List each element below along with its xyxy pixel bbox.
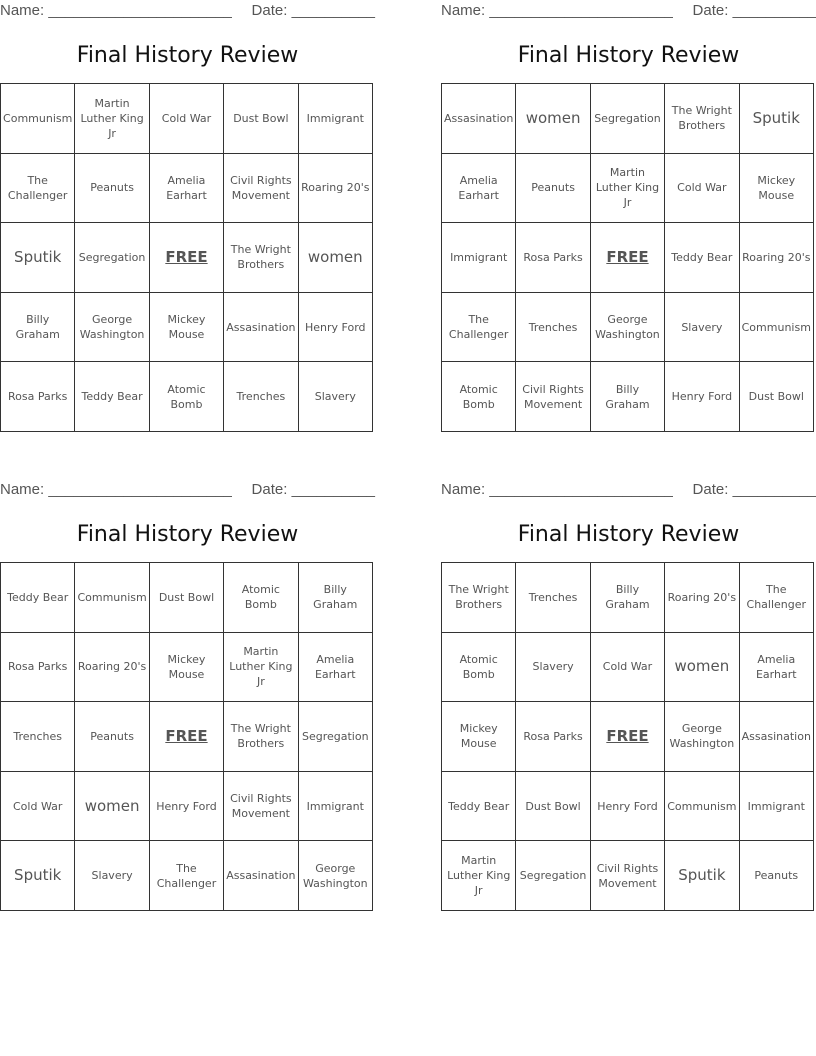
date-field-label: Date: __________ xyxy=(692,481,816,498)
bingo-cell: women xyxy=(516,84,590,154)
bingo-cell: Assasination xyxy=(739,702,813,772)
bingo-cell: Billy Graham xyxy=(298,563,372,633)
bingo-cell: Peanuts xyxy=(75,153,149,223)
bingo-row xyxy=(1,223,373,293)
bingo-cell: The Challenger xyxy=(442,292,516,362)
bingo-cell: Immigrant xyxy=(298,771,372,841)
bingo-row xyxy=(1,632,373,702)
bingo-cell: Trenches xyxy=(224,362,298,432)
bingo-cell: Billy Graham xyxy=(590,563,664,633)
bingo-cell: The Wright Brothers xyxy=(442,563,516,633)
bingo-cell: Peanuts xyxy=(75,702,149,772)
bingo-cell: Segregation xyxy=(590,84,664,154)
bingo-cell: Mickey Mouse xyxy=(739,153,813,223)
bingo-cell: Atomic Bomb xyxy=(224,563,298,633)
bingo-row xyxy=(1,153,373,223)
bingo-cell: Billy Graham xyxy=(1,292,75,362)
bingo-cell: women xyxy=(298,223,372,293)
name-field-label: Name: ______________________ xyxy=(0,481,232,498)
bingo-cell: Amelia Earhart xyxy=(739,632,813,702)
bingo-cell: Teddy Bear xyxy=(1,563,75,633)
bingo-row xyxy=(1,362,373,432)
bingo-cell: Civil Rights Movement xyxy=(224,771,298,841)
bingo-grid xyxy=(441,562,814,911)
free-space: FREE xyxy=(149,702,223,772)
bingo-row xyxy=(1,292,373,362)
bingo-cell: Sputik xyxy=(665,841,739,911)
bingo-cell: Sputik xyxy=(1,841,75,911)
bingo-cell: Trenches xyxy=(516,563,590,633)
bingo-row xyxy=(1,84,373,154)
bingo-cell: Henry Ford xyxy=(665,362,739,432)
bingo-cell: Assasination xyxy=(224,292,298,362)
bingo-cell: Civil Rights Movement xyxy=(516,362,590,432)
bingo-cell: Trenches xyxy=(516,292,590,362)
bingo-grid xyxy=(0,83,373,432)
bingo-row xyxy=(442,362,814,432)
bingo-cell: Henry Ford xyxy=(149,771,223,841)
bingo-cell: Sputik xyxy=(1,223,75,293)
bingo-cell: Rosa Parks xyxy=(1,362,75,432)
bingo-cell: Segregation xyxy=(298,702,372,772)
bingo-cell: Immigrant xyxy=(739,771,813,841)
bingo-cell: Henry Ford xyxy=(590,771,664,841)
bingo-cell: Civil Rights Movement xyxy=(590,841,664,911)
bingo-cell: Slavery xyxy=(516,632,590,702)
bingo-cell: Sputik xyxy=(739,84,813,154)
bingo-cell: Communism xyxy=(75,563,149,633)
bingo-cell: Atomic Bomb xyxy=(149,362,223,432)
bingo-row xyxy=(1,841,373,911)
bingo-cell: Immigrant xyxy=(298,84,372,154)
bingo-cell: Roaring 20's xyxy=(665,563,739,633)
bingo-cell: Billy Graham xyxy=(590,362,664,432)
bingo-row xyxy=(442,563,814,633)
bingo-cell: Amelia Earhart xyxy=(149,153,223,223)
bingo-cell: Amelia Earhart xyxy=(442,153,516,223)
bingo-row xyxy=(442,632,814,702)
bingo-cell: Cold War xyxy=(149,84,223,154)
bingo-row xyxy=(442,292,814,362)
bingo-cell: Mickey Mouse xyxy=(442,702,516,772)
bingo-cell: Teddy Bear xyxy=(442,771,516,841)
date-field-label: Date: __________ xyxy=(692,2,816,19)
bingo-cell: Segregation xyxy=(75,223,149,293)
bingo-cell: Immigrant xyxy=(442,223,516,293)
bingo-cell: Martin Luther King Jr xyxy=(590,153,664,223)
bingo-cell: George Washington xyxy=(665,702,739,772)
bingo-row xyxy=(442,153,814,223)
free-space: FREE xyxy=(590,702,664,772)
bingo-cell: Peanuts xyxy=(516,153,590,223)
bingo-cell: Amelia Earhart xyxy=(298,632,372,702)
bingo-cell: Communism xyxy=(1,84,75,154)
bingo-cell: Slavery xyxy=(665,292,739,362)
bingo-cell: Atomic Bomb xyxy=(442,632,516,702)
free-space: FREE xyxy=(590,223,664,293)
name-date-line xyxy=(441,479,816,501)
bingo-cell: Dust Bowl xyxy=(739,362,813,432)
bingo-card xyxy=(441,479,816,898)
bingo-row xyxy=(442,223,814,293)
bingo-cell: Slavery xyxy=(75,841,149,911)
bingo-cell: The Challenger xyxy=(1,153,75,223)
name-date-line xyxy=(441,0,816,22)
bingo-card xyxy=(0,0,375,411)
bingo-cell: Martin Luther King Jr xyxy=(442,841,516,911)
card-title: Final History Review xyxy=(76,522,299,547)
bingo-card xyxy=(441,0,816,411)
bingo-cell: The Challenger xyxy=(149,841,223,911)
bingo-cell: Cold War xyxy=(590,632,664,702)
card-title: Final History Review xyxy=(517,43,740,68)
bingo-cell: Mickey Mouse xyxy=(149,632,223,702)
name-date-line xyxy=(0,0,375,22)
bingo-cell: George Washington xyxy=(75,292,149,362)
bingo-cell: Martin Luther King Jr xyxy=(224,632,298,702)
bingo-cell: The Challenger xyxy=(739,563,813,633)
bingo-cell: George Washington xyxy=(590,292,664,362)
bingo-cell: Roaring 20's xyxy=(75,632,149,702)
bingo-cell: Dust Bowl xyxy=(224,84,298,154)
bingo-cell: Slavery xyxy=(298,362,372,432)
bingo-cell: Rosa Parks xyxy=(516,223,590,293)
bingo-cell: George Washington xyxy=(298,841,372,911)
date-field-label: Date: __________ xyxy=(251,2,375,19)
bingo-row xyxy=(442,702,814,772)
bingo-cell: Trenches xyxy=(1,702,75,772)
bingo-cell: Cold War xyxy=(665,153,739,223)
bingo-cell: The Wright Brothers xyxy=(224,223,298,293)
bingo-cell: Communism xyxy=(665,771,739,841)
bingo-cell: Martin Luther King Jr xyxy=(75,84,149,154)
bingo-row xyxy=(442,771,814,841)
name-field-label: Name: ______________________ xyxy=(441,2,673,19)
bingo-cell: Assasination xyxy=(224,841,298,911)
name-date-line xyxy=(0,479,375,501)
bingo-cell: Rosa Parks xyxy=(516,702,590,772)
bingo-cell: Teddy Bear xyxy=(665,223,739,293)
bingo-cell: Civil Rights Movement xyxy=(224,153,298,223)
bingo-cell: Dust Bowl xyxy=(149,563,223,633)
name-field-label: Name: ______________________ xyxy=(441,481,673,498)
bingo-cell: Rosa Parks xyxy=(1,632,75,702)
bingo-cell: The Wright Brothers xyxy=(224,702,298,772)
bingo-row xyxy=(1,771,373,841)
date-field-label: Date: __________ xyxy=(251,481,375,498)
bingo-card xyxy=(0,479,375,890)
bingo-cell: Dust Bowl xyxy=(516,771,590,841)
bingo-grid xyxy=(441,83,814,432)
bingo-cell: women xyxy=(665,632,739,702)
bingo-cell: Teddy Bear xyxy=(75,362,149,432)
bingo-cell: Mickey Mouse xyxy=(149,292,223,362)
bingo-row xyxy=(1,563,373,633)
bingo-cell: Communism xyxy=(739,292,813,362)
bingo-cell: Henry Ford xyxy=(298,292,372,362)
bingo-cell: women xyxy=(75,771,149,841)
bingo-cell: Roaring 20's xyxy=(739,223,813,293)
bingo-cell: Cold War xyxy=(1,771,75,841)
bingo-cell: Atomic Bomb xyxy=(442,362,516,432)
bingo-grid xyxy=(0,562,373,911)
bingo-row xyxy=(442,841,814,911)
bingo-row xyxy=(1,702,373,772)
bingo-cell: Roaring 20's xyxy=(298,153,372,223)
card-title: Final History Review xyxy=(76,43,299,68)
bingo-row xyxy=(442,84,814,154)
name-field-label: Name: ______________________ xyxy=(0,2,232,19)
bingo-cell: Assasination xyxy=(442,84,516,154)
card-title: Final History Review xyxy=(517,522,740,547)
bingo-cell: Peanuts xyxy=(739,841,813,911)
free-space: FREE xyxy=(149,223,223,293)
bingo-cell: The Wright Brothers xyxy=(665,84,739,154)
bingo-cell: Segregation xyxy=(516,841,590,911)
